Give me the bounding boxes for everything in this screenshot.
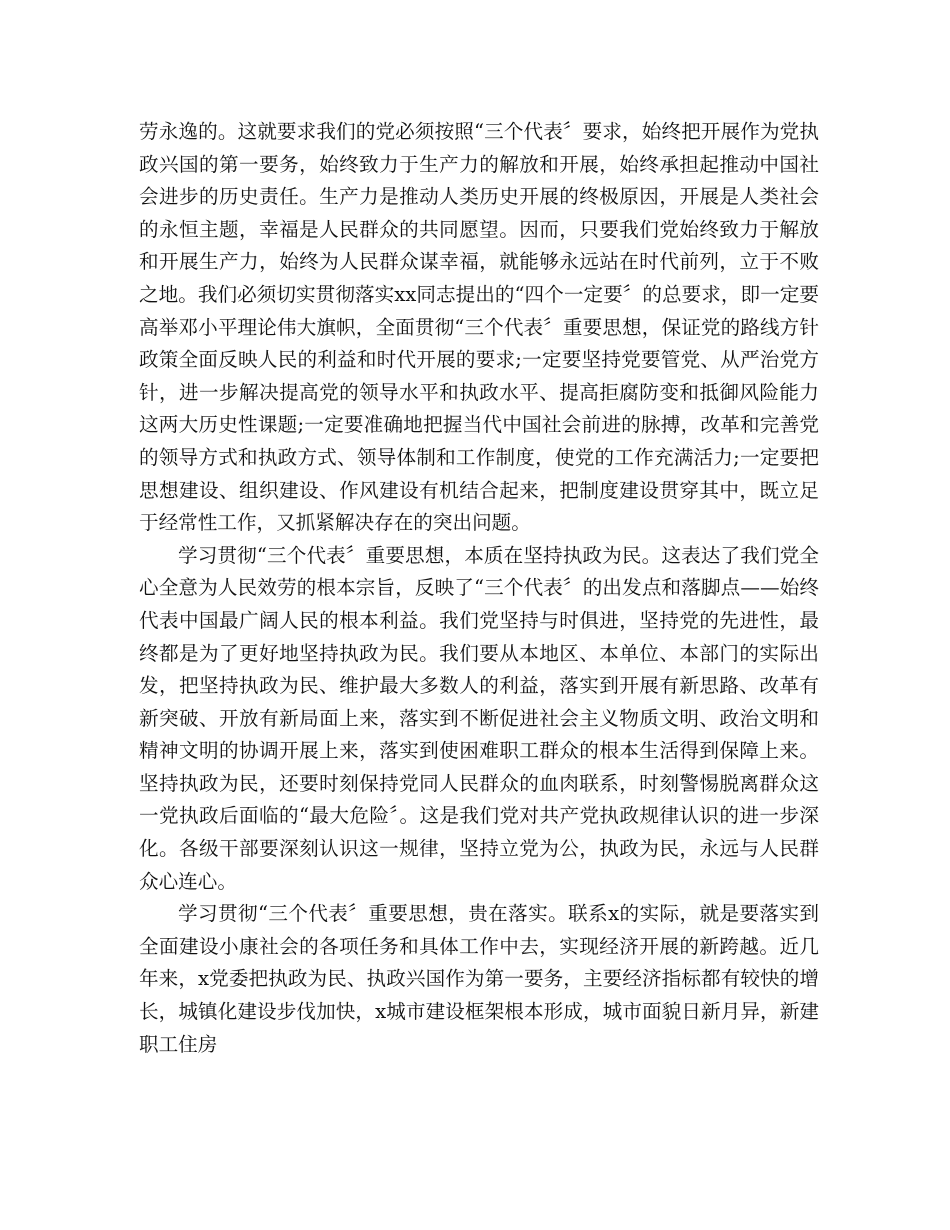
paragraph-1: 劳永逸的。这就要求我们的党必须按照“三个代表〞要求，始终把开展作为党执政兴国的第一要务，始终致力于生产力的解放和开展，始终承担起推动中国社会进步的历史责任。生产力是推动人类历史开展的终极原因，开展是人类社会的永恒主题，幸福是人民群众的共同愿望。因而，只要我们党始终致力于解放和开展生产力，始终为人民群众谋幸福，就能够永远站在时代前列，立于不败之地。我们必须切实贯彻落实xx同志提出的“四个一定要〞的总要求，即一定要高举邓小平理论伟大旗帜，全面贯彻“三个代表〞重要思想，保证党的路线方针政策全面反映人民的利益和时代开展的要求;一定要坚持党要管党、从严治党方针，进一步解决提高党的领导水平和执政水平、提高拒腐防变和抵御风险能力这两大历史性课题;一定要准确地把握当代中国社会前进的脉搏，改革和完善党的领导方式和执政方式、领导体制和工作制度，使党的工作充满活力;一定要把思想建设、组织建设、作风建设有机结合起来，把制度建设贯穿其中，既立足于经常性工作，又抓紧解决存在的突出问题。 (139, 120, 819, 535)
document-body (139, 116, 819, 1061)
paragraph-2: 学习贯彻“三个代表〞重要思想，本质在坚持执政为民。这表达了我们党全心全意为人民效劳的根本宗旨，反映了“三个代表〞的出发点和落脚点——始终代表中国最广阔人民的根本利益。我们党坚持与时俱进，坚持党的先进性，最终都是为了更好地坚持执政为民。我们要从本地区、本单位、本部门的实际出发，把坚持执政为民、维护最大多数人的利益，落实到开展有新思路、改革有新突破、开放有新局面上来，落实到不断促进社会主义物质文明、政治文明和精神文明的协调开展上来，落实到使困难职工群众的根本生活得到保障上来。坚持执政为民，还要时刻保持党同人民群众的血肉联系，时刻警惕脱离群众这一党执政后面临的“最大危险〞。这是我们党对共产党执政规律认识的进一步深化。各级干部要深刻认识这一规律，坚持立党为公，执政为民，永远与人民群众心连心。 (139, 543, 819, 893)
paragraph-3: 学习贯彻“三个代表〞重要思想，贵在落实。联系x的实际，就是要落实到全面建设小康社会的各项任务和具体工作中去，实现经济开展的新跨越。近几年来，x党委把执政为民、执政兴国作为第一要务，主要经济指标都有较快的增长，城镇化建设步伐加快，x城市建设框架根本形成，城市面貌日新月异，新建职工住房 (139, 902, 819, 1056)
